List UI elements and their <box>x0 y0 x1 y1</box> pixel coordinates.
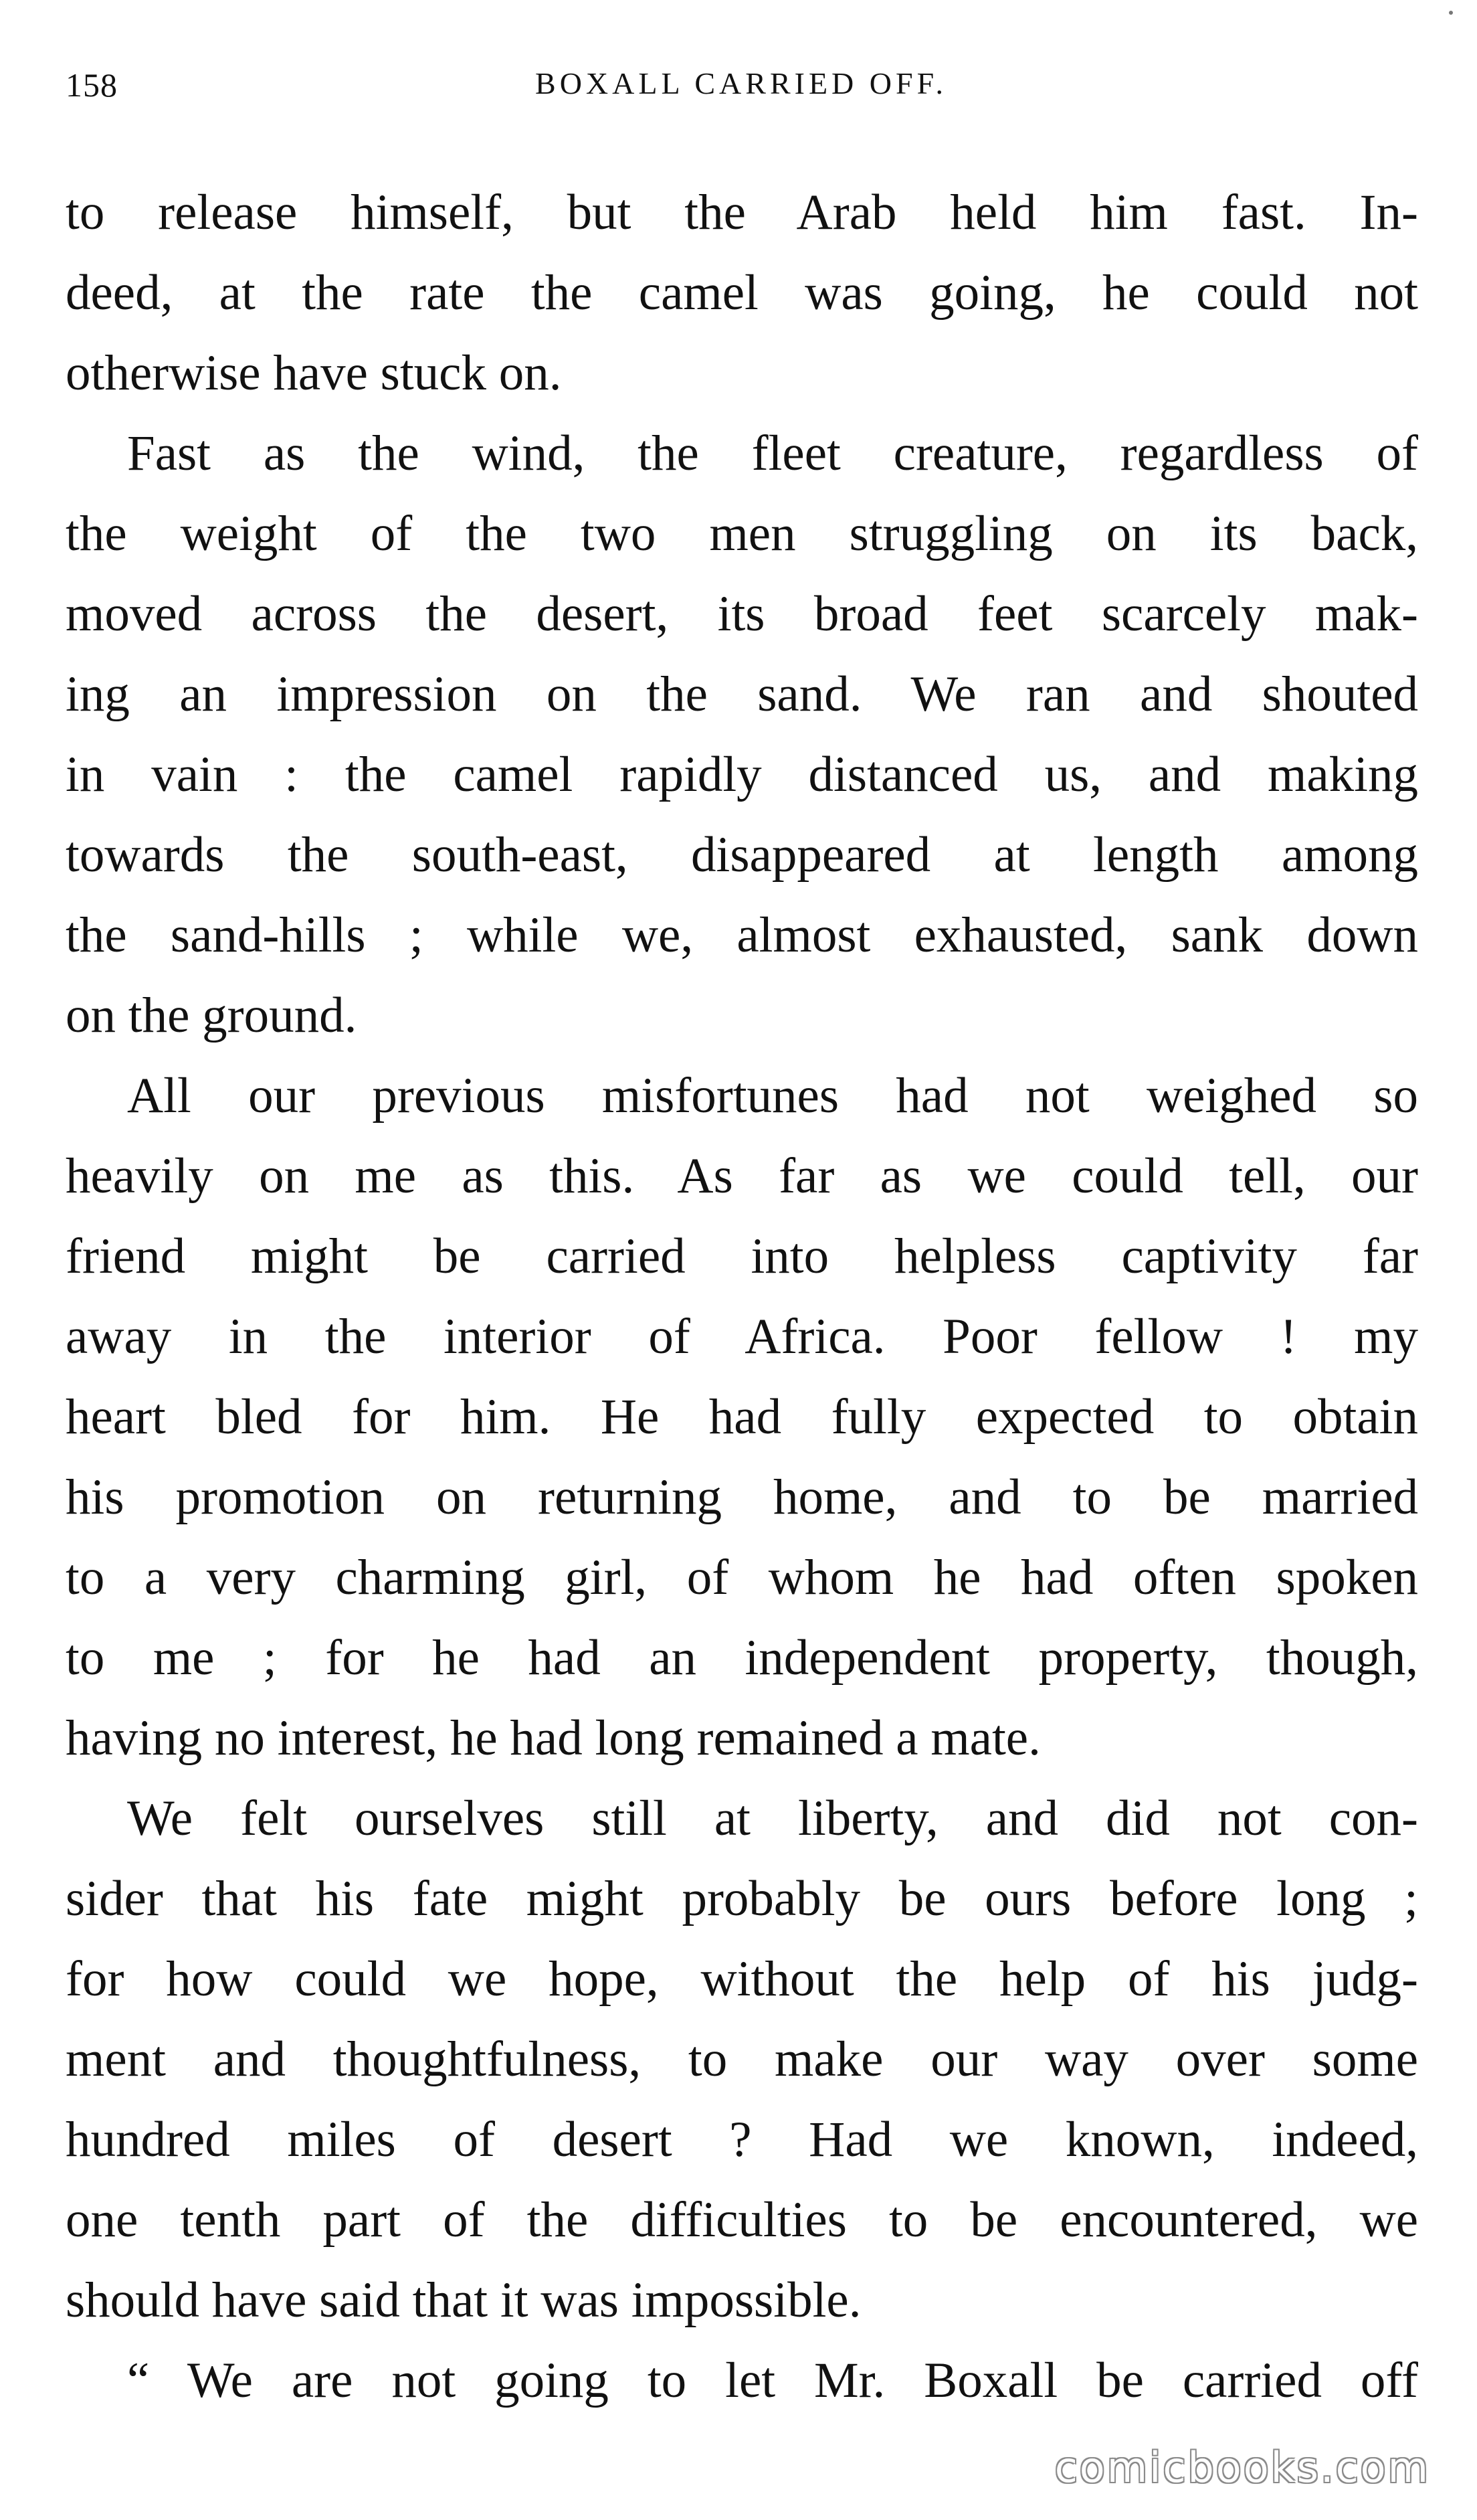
text-line: in vain : the camel rapidly distanced us, and making <box>66 747 1418 802</box>
body-text <box>66 173 1418 2421</box>
text-line: heart bled for him. He had fully expected to obtain <box>66 1389 1418 1445</box>
text-line: on the ground. <box>66 988 357 1043</box>
text-line: moved across the desert, its broad feet scarcely mak- <box>66 586 1418 642</box>
text-line: We felt ourselves still at liberty, and did not con- <box>127 1791 1418 1846</box>
text-line: deed, at the rate the camel was going, he could not <box>66 265 1418 321</box>
text-line: Fast as the wind, the fleet creature, regardless of <box>127 426 1418 481</box>
text-line: having no interest, he had long remained a mate. <box>66 1710 1041 1766</box>
text-line: the weight of the two men struggling on its back, <box>66 506 1418 561</box>
text-line: to me ; for he had an independent property, though, <box>66 1630 1418 1686</box>
text-line: ment and thoughtfulness, to make our way over some <box>66 2032 1418 2087</box>
text-line: otherwise have stuck on. <box>66 345 562 401</box>
text-line: to a very charming girl, of whom he had often spoken <box>66 1550 1418 1605</box>
text-line: “ We are not going to let Mr. Boxall be carried off <box>127 2353 1418 2408</box>
text-line: ing an impression on the sand. We ran and shouted <box>66 666 1418 722</box>
text-line: the sand-hills ; while we, almost exhausted, sank down <box>66 907 1418 963</box>
text-line: for how could we hope, without the help of his judg- <box>66 1951 1418 2007</box>
text-line: away in the interior of Africa. Poor fellow ! my <box>66 1309 1418 1364</box>
text-line: his promotion on returning home, and to be married <box>66 1469 1418 1525</box>
text-line: should have said that it was impossible. <box>66 2272 862 2328</box>
text-line: towards the south-east, disappeared at length among <box>66 827 1418 883</box>
text-line: heavily on me as this. As far as we could tell, our <box>66 1148 1418 1204</box>
text-line: All our previous misfortunes had not weighed so <box>127 1068 1418 1123</box>
text-line: friend might be carried into helpless captivity far <box>66 1229 1418 1284</box>
watermark: comicbooks.com <box>1054 2443 1430 2492</box>
text-line: to release himself, but the Arab held him fast. In- <box>66 185 1418 240</box>
text-line: sider that his fate might probably be ours before long ; <box>66 1871 1418 1926</box>
text-line: hundred miles of desert ? Had we known, indeed, <box>66 2112 1418 2167</box>
scan-speck <box>1449 11 1453 15</box>
page-header <box>66 66 1417 126</box>
text-line: one tenth part of the difficulties to be encountered, we <box>66 2192 1418 2248</box>
page-number: 158 <box>66 66 118 104</box>
running-head: BOXALL CARRIED OFF. <box>535 66 947 100</box>
